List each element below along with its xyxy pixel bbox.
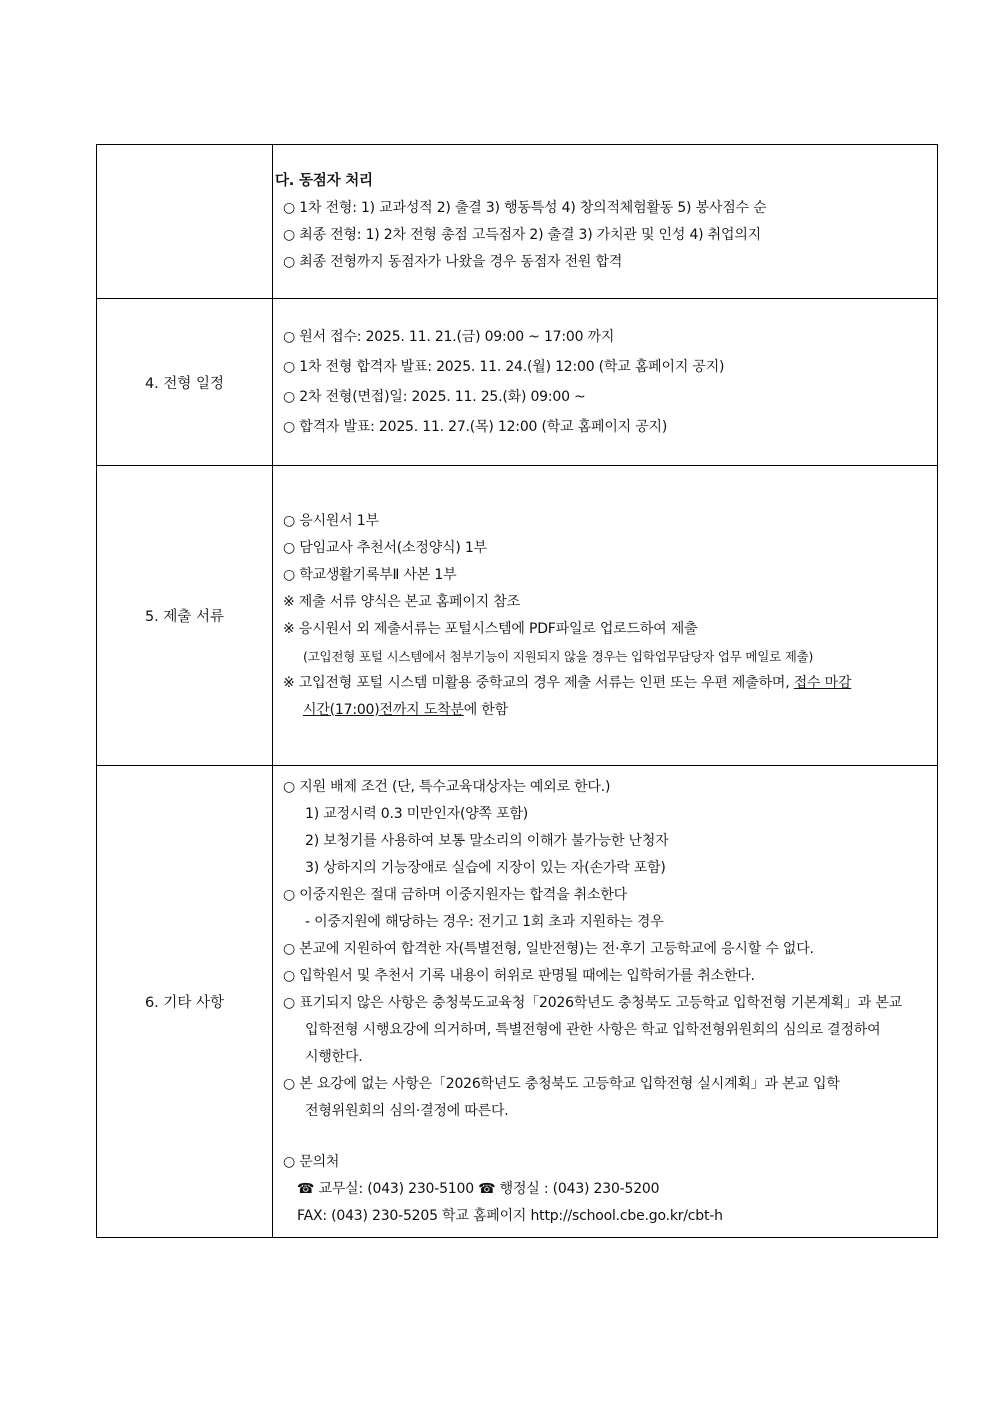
deadline-text: ※ 고입전형 포털 시스템 미활용 중학교의 경우 제출 서류는 인편 또는 우편 제출하며, [283, 674, 794, 691]
content-line: ○ 학교생활기록부Ⅱ 사본 1부 [283, 566, 457, 583]
content-line: ○ 응시원서 1부 [283, 512, 379, 529]
misc-content [273, 766, 938, 1238]
content-line: ○ 본 요강에 없는 사항은「2026학년도 충청북도 고등학교 입학전형 실시계획」과 본교 입학 [283, 1075, 840, 1092]
misc-row [97, 766, 938, 1238]
content-line [283, 670, 935, 697]
contact-title: ○ 문의처 [283, 1153, 340, 1170]
schedule-content [273, 299, 938, 466]
content-line: ○ 최종 전형: 1) 2차 전형 총점 고득점자 2) 출결 3) 가치관 및 인성 4) 취업의지 [283, 226, 761, 243]
row-label-empty [97, 145, 273, 299]
content-line: 시행한다. [305, 1048, 363, 1065]
content-line: ○ 이중지원은 절대 금하며 이중지원자는 합격을 취소한다 [283, 886, 627, 903]
tie-breaking-content [273, 145, 938, 299]
deadline-underlined: 접수 마감 [793, 674, 852, 691]
content-line: ※ 응시원서 외 제출서류는 포털시스템에 PDF파일로 업로드하여 제출 [283, 620, 698, 637]
spacer [283, 1125, 935, 1149]
content-line: 2) 보청기를 사용하여 보통 말소리의 이해가 불가능한 난청자 [305, 832, 669, 849]
content-line: ※ 제출 서류 양식은 본교 홈페이지 참조 [283, 593, 520, 610]
content-line: ○ 최종 전형까지 동점자가 나왔을 경우 동점자 전원 합격 [283, 253, 623, 270]
documents-content [273, 466, 938, 766]
tie-breaking-row [97, 145, 938, 299]
content-line: ○ 본교에 지원하여 합격한 자(특별전형, 일반전형)는 전·후기 고등학교에 응시할 수 없다. [283, 940, 814, 957]
content-line: ○ 원서 접수: 2025. 11. 21.(금) 09:00 ~ 17:00 까지 [283, 329, 615, 345]
deadline-underlined: 시간(17:00)전까지 도착분 [303, 701, 464, 718]
schedule-row [97, 299, 938, 466]
content-line: ○ 지원 배제 조건 (단, 특수교육대상자는 예외로 한다.) [283, 778, 611, 795]
content-line: - 이중지원에 해당하는 경우: 전기고 1회 초과 지원하는 경우 [305, 913, 664, 930]
content-line: 전형위원회의 심의·결정에 따른다. [305, 1102, 509, 1119]
content-line: 1) 교정시력 0.3 미만인자(양쪽 포함) [305, 805, 529, 822]
content-line [283, 697, 935, 724]
row-label-schedule: 4. 전형 일정 [97, 299, 273, 466]
section-heading: 다. 동점자 처리 [275, 172, 373, 189]
row-label-misc: 6. 기타 사항 [97, 766, 273, 1238]
content-line: ○ 1차 전형: 1) 교과성적 2) 출결 3) 행동특성 4) 창의적체험활동 5) 봉사점수 순 [283, 199, 767, 216]
note-line: (고입전형 포털 시스템에서 첨부기능이 지원되지 않을 경우는 입학업무담당자 업무 메일로 제출) [303, 648, 814, 664]
content-line: 입학전형 시행요강에 의거하며, 특별전형에 관한 사항은 학교 입학전형위원회의 심의로 결정하여 [305, 1021, 881, 1038]
content-line: ○ 2차 전형(면접)일: 2025. 11. 25.(화) 09:00 ~ [283, 389, 586, 405]
content-line: ○ 합격자 발표: 2025. 11. 27.(목) 12:00 (학교 홈페이지 공지) [283, 419, 668, 435]
documents-row [97, 466, 938, 766]
contact-phones: ☎ 교무실: (043) 230-5100 ☎ 행정실 : (043) 230-5200 [297, 1180, 660, 1197]
content-line: ○ 표기되지 않은 사항은 충청북도교육청「2026학년도 충청북도 고등학교 입학전형 기본계획」과 본교 [283, 994, 903, 1011]
contact-fax-homepage: FAX: (043) 230-5205 학교 홈페이지 http://school.cbe.go.kr/cbt-h [297, 1207, 723, 1224]
row-label-documents: 5. 제출 서류 [97, 466, 273, 766]
content-line: ○ 1차 전형 합격자 발표: 2025. 11. 24.(월) 12:00 (학교 홈페이지 공지) [283, 359, 725, 375]
admission-guide-table [96, 144, 938, 1238]
deadline-text: 에 한함 [463, 701, 508, 718]
content-line: 3) 상하지의 기능장애로 실습에 지장이 있는 자(손가락 포함) [305, 859, 666, 876]
content-line: ○ 입학원서 및 추천서 기록 내용이 허위로 판명될 때에는 입학허가를 취소한다. [283, 967, 755, 984]
content-line: ○ 담임교사 추천서(소정양식) 1부 [283, 539, 487, 556]
